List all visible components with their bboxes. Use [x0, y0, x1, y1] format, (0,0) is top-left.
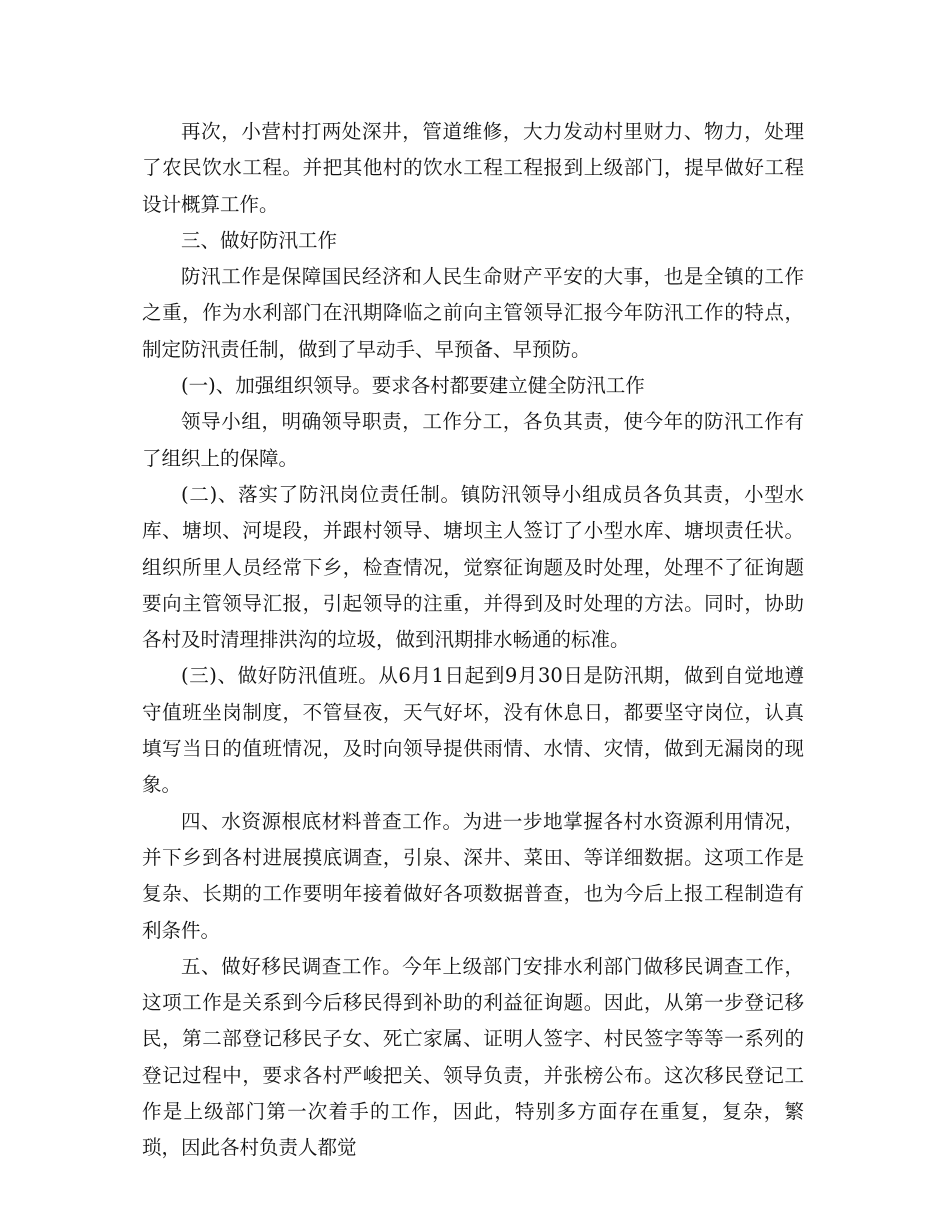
paragraph-flood-control: 防汛工作是保障国民经济和人民生命财产平安的大事，也是全镇的工作之重，作为水利部门在汛期降临之前向主管领导汇报今年防汛工作的特点，制定防汛责任制，做到了早动手、早预备、早预防。	[142, 265, 804, 361]
paragraph-village-water: 再次，小营村打两处深井，管道维修，大力发动村里财力、物力，处理了农民饮水工程。并把其他村的饮水工程工程报到上级部门，提早做好工程设计概算工作。	[142, 120, 804, 216]
paragraph-migrant-survey: 五、做好移民调查工作。今年上级部门安排水利部门做移民调查工作，这项工作是关系到今后移民得到补助的利益征询题。因此，从第一步登记移民，第二部登记移民子女、死亡家属、证明人签字、村民签字等等一系列的登记过程中，要求各村严峻把关、领导负责，并张榜公布。这次移民登记工作是上级部门第一次着手的工作，因此，特别多方面存在重复，复杂，繁琐，因此各村负责人都觉	[142, 954, 804, 1160]
section-heading-flood-control: 三、做好防汛工作	[181, 228, 338, 252]
paragraph-organization-leadership: (一)、加强组织领导。要求各村都要建立健全防汛工作	[181, 374, 645, 398]
paragraph-responsibility-system: (二)、落实了防汛岗位责任制。镇防汛领导小组成员各负其责，小型水库、塘坝、河堤段，并跟村领导、塘坝主人签订了小型水库、塘坝责任状。组织所里人员经常下乡，检查情况，觉察征询题及时处理，处理不了征询题要向主管领导汇报，引起领导的注重，并得到及时处理的方法。同时，协助各村及时清理排洪沟的垃圾，做到汛期排水畅通的标准。	[142, 482, 804, 652]
paragraph-leadership-group: 领导小组，明确领导职责，工作分工，各负其责，使今年的防汛工作有了组织上的保障。	[142, 410, 804, 470]
document-body	[142, 114, 804, 1167]
paragraph-duty-schedule: (三)、做好防汛值班。从6月1日起到9月30日是防汛期，做到自觉地遵守值班坐岗制度，不管昼夜，天气好坏，没有休息日，都要坚守岗位，认真填写当日的值班情况，及时向领导提供雨情、水情、灾情，做到无漏岗的现象。	[142, 664, 804, 797]
paragraph-water-resources-survey: 四、水资源根底材料普查工作。为进一步地掌握各村水资源利用情况，并下乡到各村进展摸底调查，引泉、深井、菜田、等详细数据。这项工作是复杂、长期的工作要明年接着做好各项数据普查，也为今后上报工程制造有利条件。	[142, 809, 804, 942]
